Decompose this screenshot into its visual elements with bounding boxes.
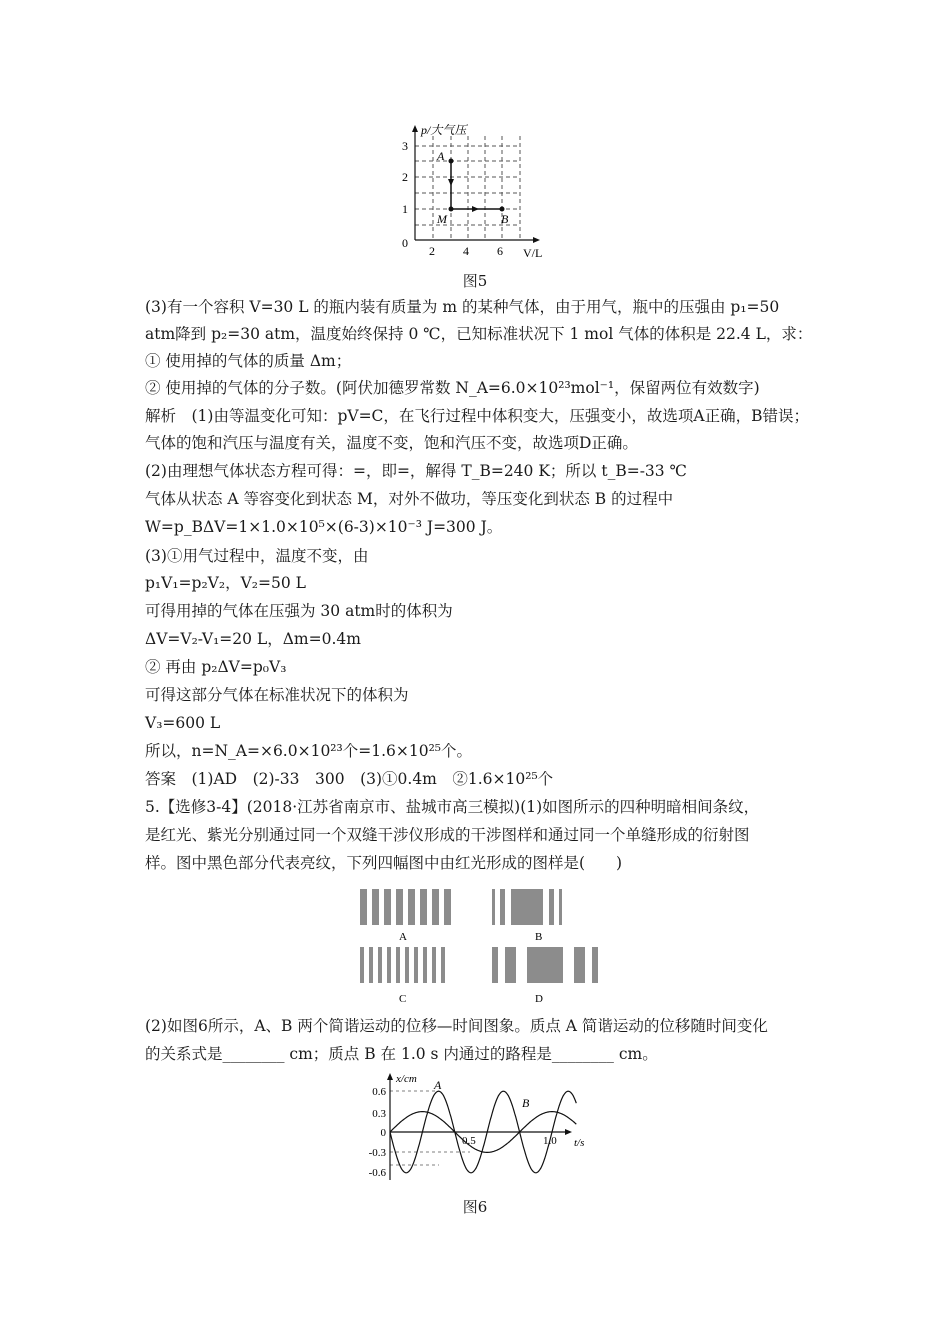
figure6-y-tick: 0.3	[372, 1108, 386, 1120]
figure6-x-tick: 1.0	[543, 1135, 557, 1147]
pattern-label-c: C	[399, 993, 407, 1005]
solution-line-12: V₃=600 L	[145, 714, 221, 732]
curve-b-label: B	[522, 1096, 530, 1110]
figure6-y-tick: -0.6	[368, 1167, 386, 1179]
figure5-x-tick: 6	[497, 244, 503, 258]
solution-line-5: W=p_BΔV=1×1.0×10⁵×(6-3)×10⁻³ J=300 J。	[145, 518, 503, 536]
question-5-line-1: 5.【选修3-4】(2018·江苏省南京市、盐城市高三模拟)(1)如图所示的四种明暗相间条纹，	[145, 798, 760, 816]
point-m-label: M	[437, 212, 447, 226]
pattern-c	[360, 947, 445, 983]
question-5-part-2-line-2: 的关系式是________ cm；质点 B 在 1.0 s 内通过的路程是________ cm。	[145, 1045, 658, 1063]
question-5-part-2-line-1: (2)如图6所示，A、B 两个简谐运动的位移—时间图象。质点 A 简谐运动的位移随时间变化	[145, 1017, 768, 1035]
pattern-label-b: B	[535, 931, 543, 943]
figure6-x-axis-label: t/s	[574, 1137, 585, 1149]
figure5-caption: 图5	[462, 272, 488, 290]
answer-line: 答案 (1)AD (2)-33 300 (3)①0.4m ②1.6×10²⁵个	[145, 770, 554, 788]
figure5-y-tick: 2	[402, 170, 408, 184]
solution-line-3: (2)由理想气体状态方程可得：=，即=，解得 T_B=240 K；所以 t_B=-33 ℃	[145, 462, 687, 480]
solution-line-8: 可得用掉的气体在压强为 30 atm时的体积为	[145, 602, 453, 620]
solution-line-13: 所以，n=N_A=×6.0×10²³个=1.6×10²⁵个。	[145, 742, 473, 760]
figure5-x-tick: 4	[463, 244, 469, 258]
figure6-y-axis-label: x/cm	[396, 1073, 417, 1085]
figure5-x-axis-label: V/L	[523, 246, 543, 260]
figure6-x-tick: 0.5	[462, 1135, 476, 1147]
figure6-y-tick: 0.6	[372, 1086, 386, 1098]
pattern-b	[492, 889, 562, 925]
figure6-caption: 图6	[462, 1198, 488, 1216]
solution-line-1: 解析 (1)由等温变化可知：pV=C，在飞行过程中体积变大，压强变小，故选项A正确，B错误；	[145, 407, 810, 425]
point-a-label: A	[437, 149, 445, 163]
figure6-xt-graph	[358, 1068, 598, 1188]
solution-line-11: 可得这部分气体在标准状况下的体积为	[145, 686, 409, 704]
solution-line-2: 气体的饱和汽压与温度有关，温度不变，饱和汽压不变，故选项D正确。	[145, 434, 638, 452]
figure5-y-tick: 1	[402, 202, 408, 216]
pattern-d	[492, 947, 598, 983]
figure5-pv-diagram	[395, 122, 555, 262]
pattern-label-d: D	[535, 993, 543, 1005]
pattern-label-a: A	[399, 931, 407, 943]
question-5-line-2: 是红光、紫光分别通过同一个双缝干涉仪形成的干涉图样和通过同一个单缝形成的衍射图	[145, 826, 750, 844]
point-b	[500, 207, 505, 212]
figure5-x-tick: 2	[429, 244, 435, 258]
solution-line-9: ΔV=V₂-V₁=20 L，Δm=0.4m	[145, 630, 361, 648]
question-3-part-2: ② 使用掉的气体的分子数。(阿伏加德罗常数 N_A=6.0×10²³mol⁻¹，保留两位有效数字)	[145, 379, 760, 397]
solution-line-4: 气体从状态 A 等容变化到状态 M，对外不做功，等压变化到状态 B 的过程中	[145, 490, 674, 508]
point-m	[449, 207, 454, 212]
question-3-line-2: atm降到 p₂=30 atm，温度始终保持 0 ℃，已知标准状况下 1 mol 气体的体积是 22.4 L，求：	[145, 325, 813, 343]
solution-line-7: p₁V₁=p₂V₂，V₂=50 L	[145, 574, 306, 592]
figure6-y-tick: -0.3	[368, 1147, 386, 1159]
pattern-a	[360, 889, 451, 925]
question-3-part-1: ① 使用掉的气体的质量 Δm；	[145, 352, 352, 370]
solution-line-10: ② 再由 p₂ΔV=p₀V₃	[145, 658, 287, 676]
figure5-y-tick: 3	[402, 139, 408, 153]
point-a	[449, 159, 454, 164]
figure6-y-tick: 0	[380, 1127, 386, 1139]
question-5-line-3: 样。图中黑色部分代表亮纹，下列四幅图中由红光形成的图样是( )	[145, 854, 623, 872]
question-3-line-1: (3)有一个容积 V=30 L 的瓶内装有质量为 m 的某种气体，由于用气，瓶中的压强由 p₁=50	[145, 298, 780, 316]
fringe-patterns	[355, 885, 605, 1010]
solution-line-6: (3)①用气过程中，温度不变，由	[145, 547, 369, 565]
point-b-label: B	[501, 212, 509, 226]
figure5-y-axis-label: p/大气压	[421, 123, 467, 137]
figure5-y-tick: 0	[402, 236, 408, 250]
curve-a-label: A	[434, 1078, 442, 1092]
